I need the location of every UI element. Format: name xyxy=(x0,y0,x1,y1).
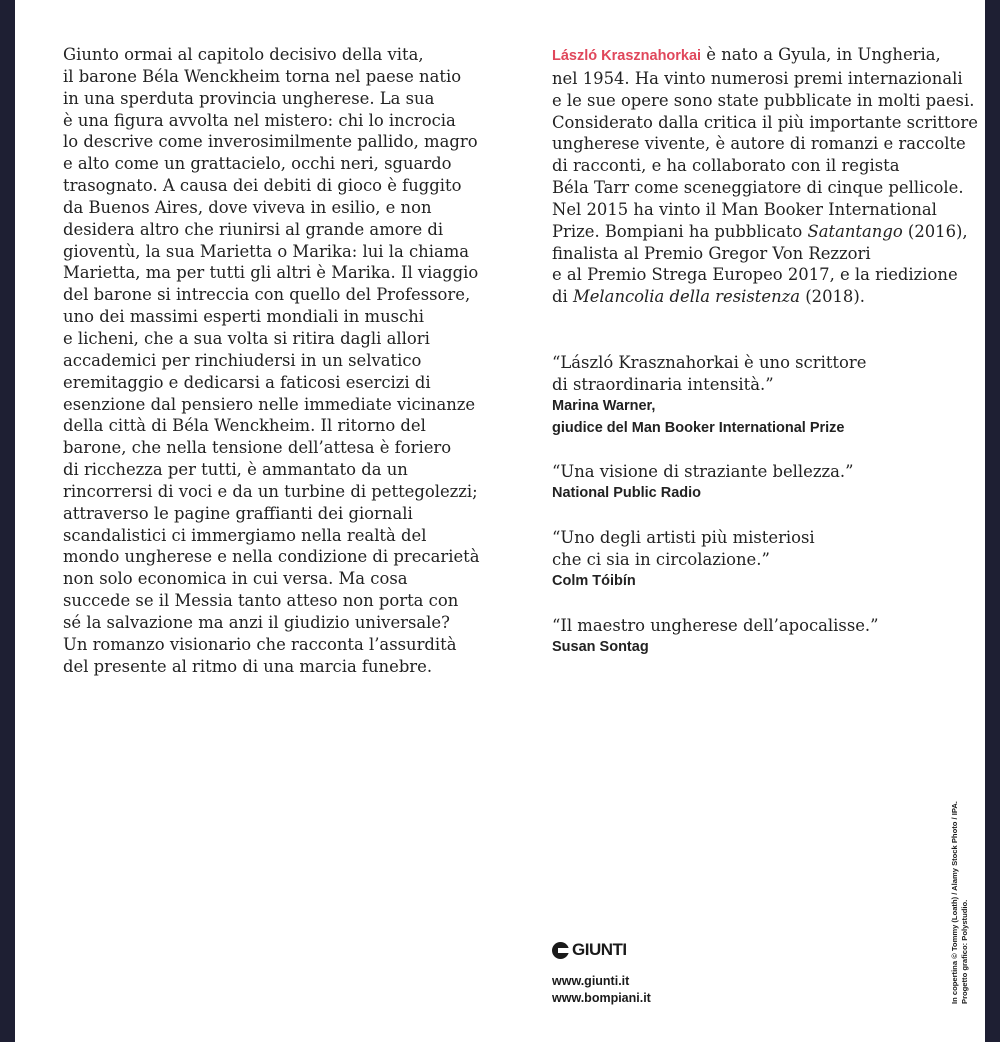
synopsis-line: e licheni, che a sua volta si ritira dagli allori xyxy=(63,328,430,348)
synopsis-line: desidera altro che riunirsi al grande amore di xyxy=(63,219,444,239)
bio-line: di Melancolia della resistenza (2018). xyxy=(552,287,865,307)
publisher-logo xyxy=(552,940,627,960)
synopsis-line: barone, che nella tensione dell’attesa è foriero xyxy=(63,438,452,458)
synopsis-line: Un romanzo visionario che racconta l’assurdità xyxy=(63,634,457,654)
synopsis-line: di ricchezza per tutti, è ammantato da un xyxy=(63,460,408,480)
author-name: László Krasznahorkai xyxy=(552,48,702,64)
synopsis-line: e alto come un grattacielo, occhi neri, sguardo xyxy=(63,154,452,174)
publisher-urls xyxy=(552,973,651,1007)
synopsis-line: mondo ungherese e nella condizione di precarietà xyxy=(63,547,480,567)
quote-source: Colm Tóibín xyxy=(552,572,636,589)
quote-line: “Una visione di straziante bellezza.” xyxy=(552,462,854,481)
synopsis-line: eremitaggio e dedicarsi a faticosi esercizi di xyxy=(63,372,431,392)
url-bompiani[interactable]: www.bompiani.it xyxy=(552,991,651,1005)
quote-line: che ci sia in circolazione.” xyxy=(552,549,770,569)
quote-toibin xyxy=(552,527,815,593)
synopsis-line: accademici per rinchiudersi in un selvatico xyxy=(63,350,422,370)
quote-source: giudice del Man Booker International Prize xyxy=(552,419,845,436)
quote-line: “Il maestro ungherese dell’apocalisse.” xyxy=(552,616,879,635)
book-title-melancolia: Melancolia della resistenza xyxy=(572,287,801,307)
synopsis-text xyxy=(63,44,483,677)
quote-sontag xyxy=(552,615,879,659)
publisher-name: GIUNTI xyxy=(572,940,627,959)
synopsis-line: del presente al ritmo di una marcia funebre. xyxy=(63,656,433,676)
synopsis-line: lo descrive come inverosimilmente pallido, magro xyxy=(63,132,478,152)
quote-line: “László Krasznahorkai è uno scrittore xyxy=(552,353,867,372)
synopsis-line: scandalistici ci immergiamo nella realtà del xyxy=(63,525,427,545)
synopsis-line: del barone si intreccia con quello del Professore, xyxy=(63,285,471,305)
synopsis-line: in una sperduta provincia ungherese. La sua xyxy=(63,88,435,108)
bio-line: Considerato dalla critica il più importante scrittore xyxy=(552,112,978,132)
url-giunti[interactable]: www.giunti.it xyxy=(552,974,630,988)
credit-line: In copertina © Tommy (Loath) / Alamy Stock Photo / IPA. xyxy=(950,801,959,1004)
credit-line: Progetto grafico: Polystudio. xyxy=(959,899,969,1004)
synopsis-line: della città di Béla Wenckheim. Il ritorno del xyxy=(63,416,426,436)
giunti-g-logo-icon xyxy=(552,942,569,959)
bio-line: e al Premio Strega Europeo 2017, e la riedizione xyxy=(552,265,958,285)
synopsis-line: attraverso le pagine graffianti dei giornali xyxy=(63,503,413,523)
quote-warner xyxy=(552,352,866,439)
bio-line: ungherese vivente, è autore di romanzi e raccolte xyxy=(552,134,966,154)
quote-source: National Public Radio xyxy=(552,484,702,501)
quote-npr xyxy=(552,461,853,505)
bio-line: Prize. Bompiani ha pubblicato Satantango (2016), xyxy=(552,221,968,241)
back-cover-page xyxy=(15,0,985,1042)
synopsis-line: succede se il Messia tanto atteso non porta con xyxy=(63,591,459,611)
synopsis-line: uno dei massimi esperti mondiali in muschi xyxy=(63,307,425,327)
bio-line: László Krasznahorkai è nato a Gyula, in Ungheria, xyxy=(552,45,941,64)
quote-source: Marina Warner, xyxy=(552,397,656,414)
synopsis-line: gioventù, la sua Marietta o Marika: lui la chiama xyxy=(63,241,470,261)
author-bio xyxy=(552,44,978,308)
synopsis-line: rincorrersi di voci e da un turbine di pettegolezzi; xyxy=(63,481,478,501)
bio-line: di racconti, e ha collaborato con il regista xyxy=(552,156,900,176)
quote-line: di straordinaria intensità.” xyxy=(552,374,774,394)
synopsis-line: da Buenos Aires, dove viveva in esilio, e non xyxy=(63,197,432,217)
synopsis-line: non solo economica in cui versa. Ma cosa xyxy=(63,569,408,589)
quote-line: “Uno degli artisti più misteriosi xyxy=(552,528,815,547)
synopsis-line: è una figura avvolta nel mistero: chi lo incrocia xyxy=(63,110,456,130)
book-title-satantango: Satantango xyxy=(807,221,903,241)
bio-line: Béla Tarr come sceneggiatore di cinque pellicole. xyxy=(552,178,964,198)
cover-credits xyxy=(950,801,969,1004)
bio-line: finalista al Premio Gregor Von Rezzori xyxy=(552,243,871,263)
bio-line: e le sue opere sono state pubblicate in molti paesi. xyxy=(552,90,975,110)
bio-lines xyxy=(552,68,978,221)
quote-source: Susan Sontag xyxy=(552,638,649,655)
bio-line: nel 1954. Ha vinto numerosi premi internazionali xyxy=(552,68,963,88)
synopsis-line: il barone Béla Wenckheim torna nel paese natio xyxy=(63,66,462,86)
synopsis-line: Marietta, ma per tutti gli altri è Marika. Il viaggio xyxy=(63,263,479,283)
synopsis-line: Giunto ormai al capitolo decisivo della vita, xyxy=(63,45,424,64)
bio-line: Nel 2015 ha vinto il Man Booker International xyxy=(552,199,937,219)
synopsis-line: sé la salvazione ma anzi il giudizio universale? xyxy=(63,612,450,632)
synopsis-line: trasognato. A causa dei debiti di gioco è fuggito xyxy=(63,176,462,196)
synopsis-line: esenzione dal pensiero nelle immediate vicinanze xyxy=(63,394,476,414)
